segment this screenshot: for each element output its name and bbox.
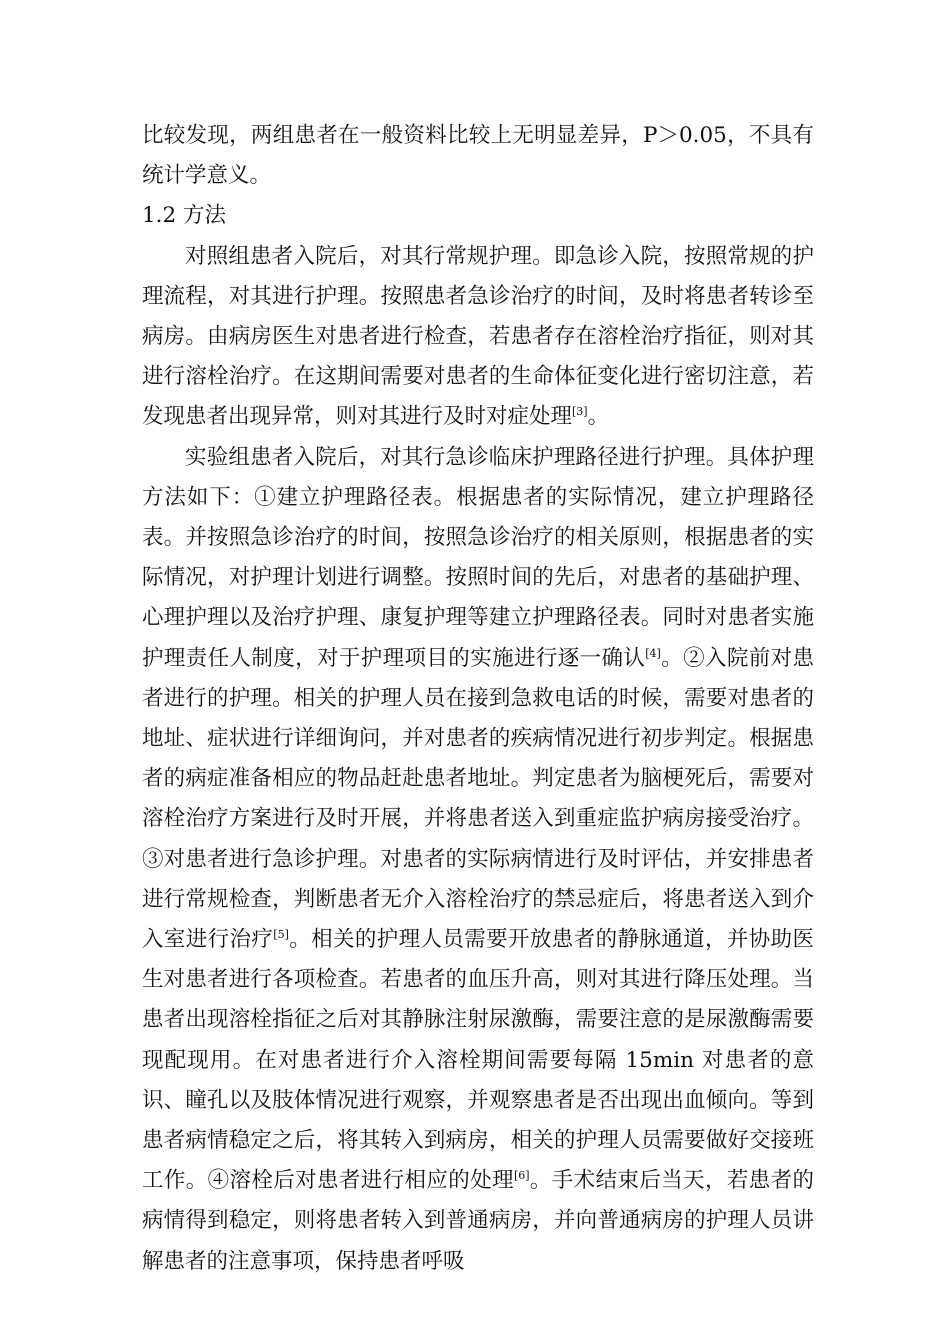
citation-ref-3: [3]	[572, 405, 588, 419]
citation-ref-6: [6]	[513, 1169, 530, 1183]
control-group-text: 对照组患者入院后，对其行常规护理。即急诊入院，按照常规的护理流程，对其进行护理。按照患者急诊治疗的时间，及时将患者转诊至病房。由病房医生对患者进行检查，若患者存在溶栓治疗指征，则对其进行溶栓治疗。在这期间需要对患者的生命体征变化进行密切注意，若发现患者出现异常，则对其进行及时对症处理	[142, 243, 814, 430]
experiment-text-part1: 实验组患者入院后，对其行急诊临床护理路径进行护理。具体护理方法如下：①建立护理路径表。根据患者的实际情况，建立护理路径表。并按照急诊治疗的时间，按照急诊治疗的相关原则，根据患者的实际情况，对护理计划进行调整。按照时间的先后，对患者的基础护理、心理护理以及治疗护理、康复护理等建立护理路径表。同时对患者实施护理责任人制度，对于护理项目的实施进行逐一确认	[142, 444, 814, 671]
citation-ref-4: [4]	[645, 646, 661, 660]
control-group-paragraph	[142, 237, 814, 438]
experiment-group-paragraph	[142, 438, 814, 1282]
document-body	[142, 116, 814, 1282]
experiment-text-part2: 。②入院前对患者进行的护理。相关的护理人员在接到急救电话的时候，需要对患者的地址、症状进行详细询问，并对患者的疾病情况进行初步判定。根据患者的病症准备相应的物品赶赴患者地址。判定患者为脑梗死后，需要对溶栓治疗方案进行及时开展，并将患者送入到重症监护病房接受治疗。③对患者进行急诊护理。对患者的实际病情进行及时评估，并安排患者进行常规检查，判断患者无介入溶栓治疗的禁忌症后，将患者送入到介入室进行治疗	[142, 645, 814, 953]
experiment-text-part4: 。手术结束后当天，若患者的病情得到稳定，则将患者转入到普通病房，并向普通病房的护理人员讲解患者的注意事项，保持患者呼吸	[142, 1168, 814, 1274]
intro-text: 比较发现，两组患者在一般资料比较上无明显差异，P＞0.05，不具有统计学意义。	[142, 123, 814, 189]
intro-paragraph	[142, 116, 814, 196]
citation-ref-5: [5]	[273, 927, 289, 941]
control-group-end: 。	[587, 404, 610, 430]
section-heading-methods: 1.2 方法	[142, 203, 227, 229]
experiment-text-part3: 。相关的护理人员需要开放患者的静脉通道，并协助医生对患者进行各项检查。若患者的血压升高，则对其进行降压处理。当患者出现溶栓指征之后对其静脉注射尿激酶，需要注意的是尿激酶需要现配现用。在对患者进行介入溶栓期间需要每隔 15min 对患者的意识、瞳孔以及肢体情况进行观察，并观察患者是否出现出血倾向。等到患者病情稳定之后，将其转入到病房，相关的护理人员需要做好交接班工作。④溶栓后对患者进行相应的处理	[142, 927, 814, 1194]
